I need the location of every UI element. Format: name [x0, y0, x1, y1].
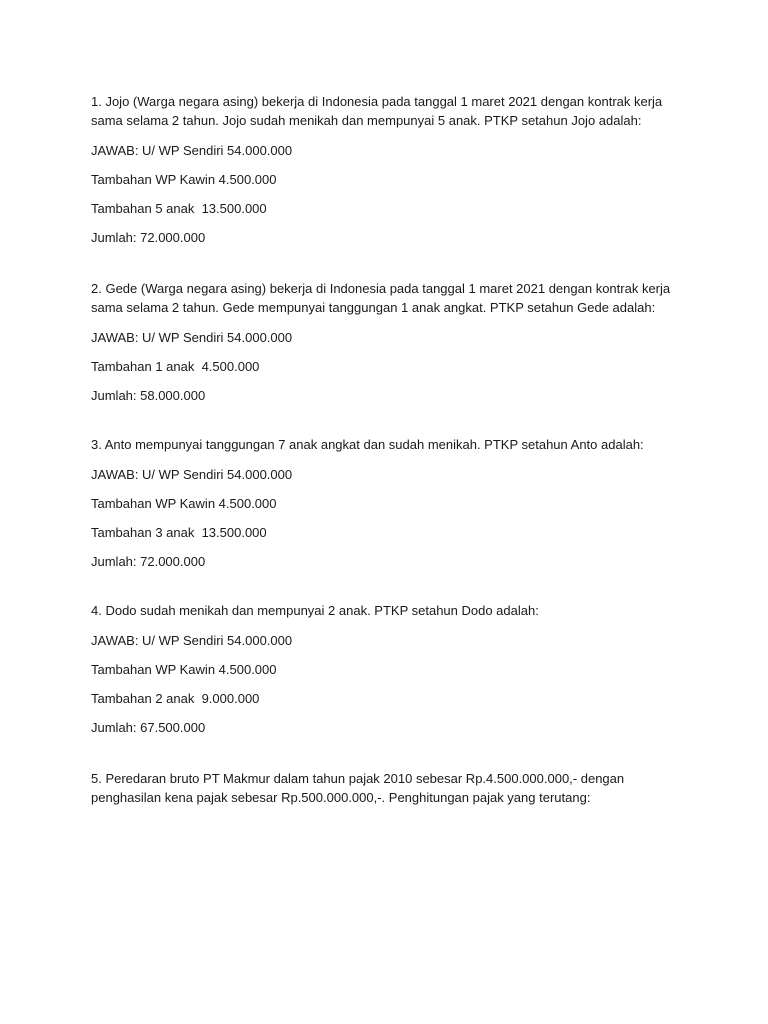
question-3-answer-2: Tambahan WP Kawin 4.500.000	[91, 496, 277, 511]
question-2-answer-2: Tambahan 1 anak 4.500.000	[91, 359, 260, 374]
question-3-text: 3. Anto mempunyai tanggungan 7 anak angkat dan sudah menikah. PTKP setahun Anto adalah:	[91, 437, 644, 452]
question-3-answer-1: JAWAB: U/ WP Sendiri 54.000.000	[91, 467, 293, 482]
question-1-total: Jumlah: 72.000.000	[91, 230, 206, 245]
question-5	[91, 769, 688, 807]
question-4-answer-1: JAWAB: U/ WP Sendiri 54.000.000	[91, 633, 293, 648]
question-5-text: 5. Peredaran bruto PT Makmur dalam tahun pajak 2010 sebesar Rp.4.500.000.000,- dengan penghasilan kena pajak sebesar Rp.500.000.000,-. Penghitungan pajak yang terutang:	[91, 771, 625, 805]
question-4-text: 4. Dodo sudah menikah dan mempunyai 2 anak. PTKP setahun Dodo adalah:	[91, 603, 539, 618]
question-2-text: 2. Gede (Warga negara asing) bekerja di Indonesia pada tanggal 1 maret 2021 dengan kontrak kerja sama selama 2 tahun. Gede mempunyai tanggungan 1 anak angkat. PTKP setahun Gede adalah:	[91, 281, 671, 315]
question-2-answer-1: JAWAB: U/ WP Sendiri 54.000.000	[91, 330, 293, 345]
question-1-answer-1: JAWAB: U/ WP Sendiri 54.000.000	[91, 143, 293, 158]
question-4-answer-3: Tambahan 2 anak 9.000.000	[91, 691, 260, 706]
question-2-total: Jumlah: 58.000.000	[91, 388, 206, 403]
question-3-total: Jumlah: 72.000.000	[91, 554, 206, 569]
question-1-answer-3: Tambahan 5 anak 13.500.000	[91, 201, 267, 216]
question-1	[91, 92, 688, 247]
question-3-answer-3: Tambahan 3 anak 13.500.000	[91, 525, 267, 540]
question-2	[91, 279, 688, 405]
question-4-total: Jumlah: 67.500.000	[91, 720, 206, 735]
question-4	[91, 601, 688, 737]
question-1-text: 1. Jojo (Warga negara asing) bekerja di Indonesia pada tanggal 1 maret 2021 dengan kontrak kerja sama selama 2 tahun. Jojo sudah menikah dan mempunyai 5 anak. PTKP setahun Jojo adalah:	[91, 94, 663, 128]
question-1-answer-2: Tambahan WP Kawin 4.500.000	[91, 172, 277, 187]
question-3	[91, 435, 688, 571]
question-4-answer-2: Tambahan WP Kawin 4.500.000	[91, 662, 277, 677]
